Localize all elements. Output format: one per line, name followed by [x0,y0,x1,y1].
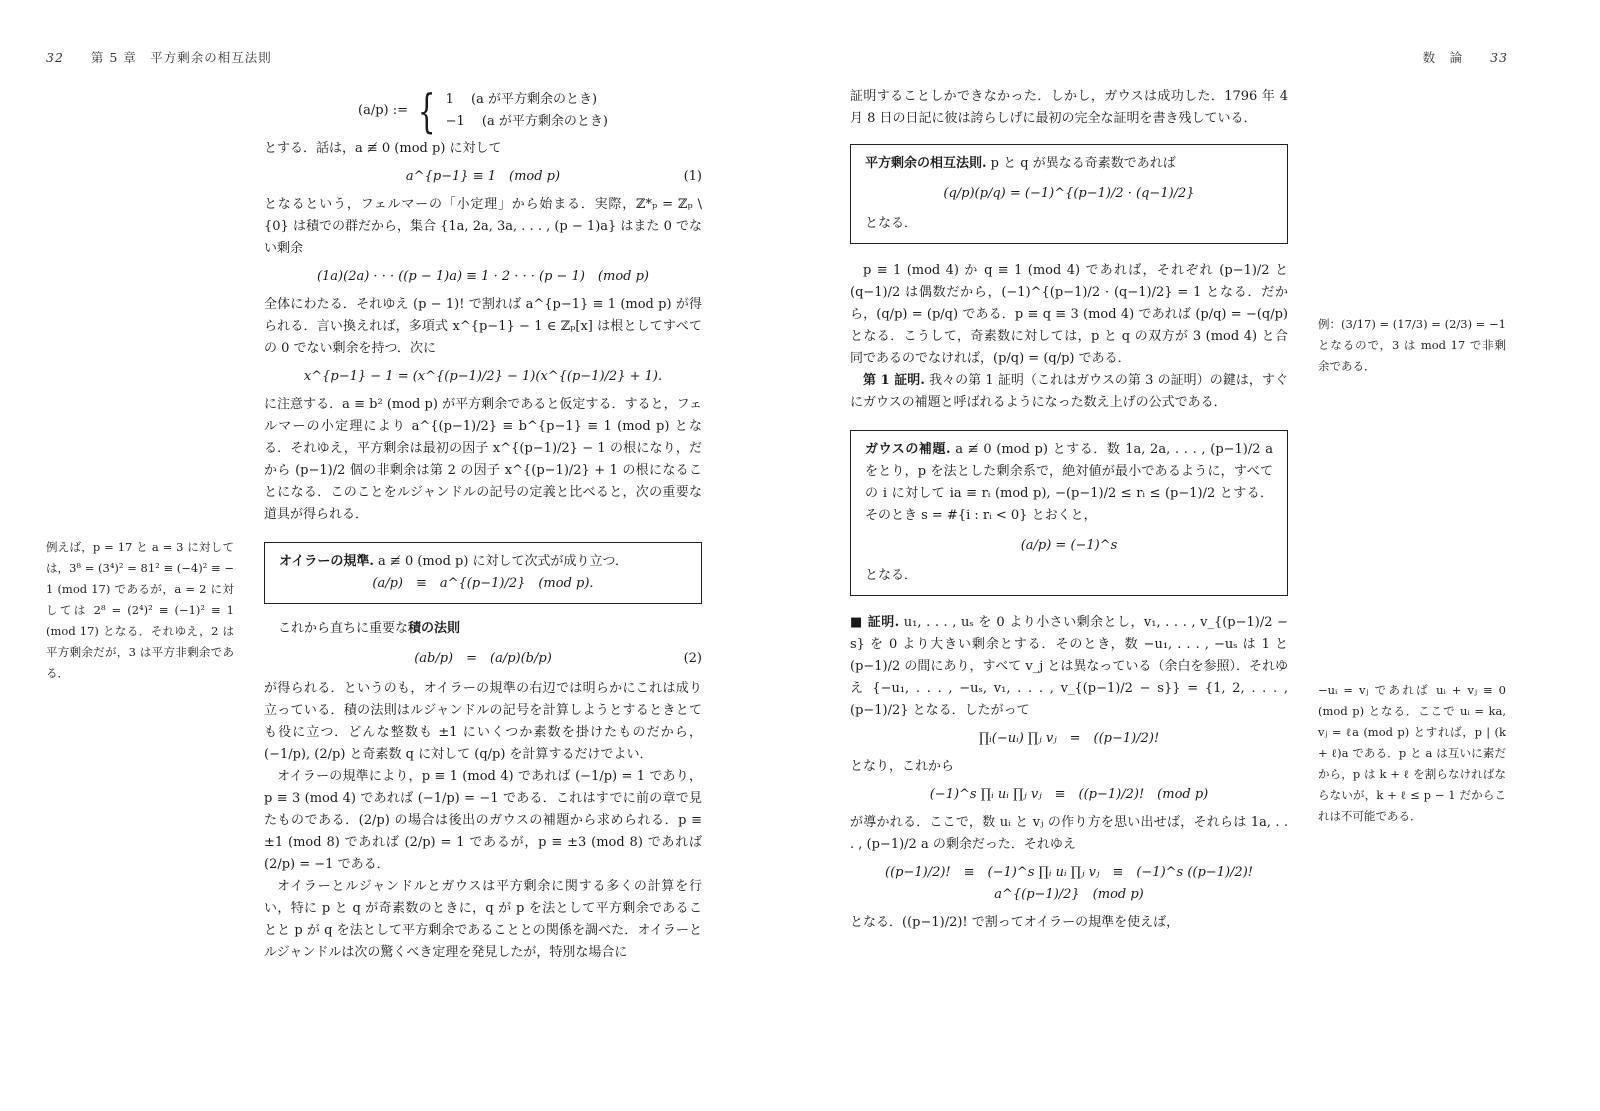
right-main-column [850,86,1288,934]
gauss-lemma-box [850,430,1288,596]
paragraph-intro: とする．話は，a ≢ 0 (mod p) に対して [264,141,502,156]
right-margin-note-2: −uᵢ = vⱼ であれば uᵢ + vⱼ ≡ 0 (mod p) となる．ここで uᵢ = ka, vⱼ = ℓa (mod p) とすれば，p | (k + ℓ)a である．p と a は互いに素だから，p は k + ℓ を割らなければならないが，k + ℓ ≤ p − 1 だからこれは不可能である． [1318,683,1506,823]
left-page-number: 32 [46,50,64,65]
euler-box-title: オイラーの規準. [279,554,374,569]
paragraph-euler-cases: オイラーの規準により，p ≡ 1 (mod 4) であれば (−1/p) = 1 であり，p ≡ 3 (mod 4) であれば (−1/p) = −1 である．これはすでに前の章で見たものである．(2/p) の場合は後出のガウスの補題から求められる．p ≡ ±1 (mod 8) であれば (2/p) = 1 であるが，p ≡ ±3 (mod 8) であれば (2/p) = −1 である． [264,769,702,872]
equation-2 [264,648,702,670]
paragraph-reciprocity-cases: p ≡ 1 (mod 4) か q ≡ 1 (mod 4) であれば，それぞれ (p−1)/2 と (q−1)/2 は偶数だから，(−1)^{(p−1)/2 · (q−1)/2} = 1 となる．だから，(q/p) = (p/q) である．p ≡ q ≡ 3 (mod 4) であれば (p/q) = −(q/p) となる．こうして，奇素数に対しては，p と q の双方が 3 (mod 4) と合同であるのでなければ，(p/q) = (q/p) である． [850,263,1288,366]
euler-box-equation: (a/p) ≡ a^{(p−1)/2} (mod p). [372,576,594,591]
reciprocity-box-end: となる． [865,216,918,231]
proof-text-1: u₁, . . . , uₛ を 0 より小さい剰余とし，v₁, . . . , v_{(p−1)/2 − s} を 0 より大きい剰余とする．そのとき，数 −u₁, . . . , −uₛ は 1 と (p−1)/2 の間にあり，すべて v_j とは異なっている（余白を参照）．それゆえ {−u₁, . . . , −uₛ, v₁, . . . , v_{(p−1)/2 − s}} = {1, 2, . . . , (p−1)/2} となる．したがって [850,615,1288,718]
reciprocity-box-equation: (q/p)(p/q) = (−1)^{(p−1)/2 · (q−1)/2} [943,186,1195,201]
legendre-case2-value: −1 [445,114,465,129]
paragraph-gauss-success: 証明することしかできなかった．しかし，ガウスは成功した．1796 年 4 月 8 日の日記に彼は誇らしげに最初の完全な証明を書き残している． [850,89,1288,126]
proof-equation-1 [850,728,1288,750]
gauss-box-title: ガウスの補題. [865,442,951,457]
euler-box-text: a ≢ 0 (mod p) に対して次式が成り立つ． [378,554,629,569]
paragraph-history: オイラーとルジャンドルとガウスは平方剰余に関する多くの計算を行い，特に p と q が奇素数のときに，q が p を法として平方剰余であることと p が q を法として平方剰余であることとの関係を調べた．オイラーとルジャンドルは次の驚くべき定理を発見したが，特別な場合に [264,879,702,960]
equation-factor [264,366,702,388]
reciprocity-box [850,144,1288,244]
reciprocity-box-title: 平方剰余の相互法則. [865,156,987,171]
product-rule-prefix: これから直ちに重要な [278,621,409,636]
legendre-definition [264,84,702,138]
paragraph-proof [850,612,1288,722]
legendre-case1-text: (a が平方剰余のとき) [471,92,598,107]
right-running-head: 数 論 [1422,50,1464,65]
gauss-box-equation: (a/p) = (−1)^s [1020,538,1118,553]
paragraph-fermat: となるという，フェルマーの「小定理」から始まる．実際，ℤ*ₚ = ℤₚ \ {0} は積での群だから，集合 {1a, 2a, 3a, . . . , (p − 1)a} はまた 0 でない剰余 [264,197,702,256]
equation-product [264,266,702,288]
left-main-column [264,84,702,964]
left-running-head: 第 5 章 平方剰余の相互法則 [90,50,272,65]
left-margin-note: 例えば，p = 17 と a = 3 に対しては，3⁸ = (3⁴)² = 81² ≡ (−4)² ≡ − 1 (mod 17) であるが，a = 2 に対しては 2⁸ = (2⁴)² ≡ (−1)² ≡ 1 (mod 17) となる．それゆえ，2 は平方剰余だが，3 は平方非剰余である． [46,540,234,680]
proof-text-3: が導かれる．ここで，数 uᵢ と vⱼ の作り方を思い出せば，それらは 1a, . . . , (p−1)/2 a の剰余だった．それゆえ [850,815,1288,852]
equation-2-body: (ab/p) = (a/p)(b/p) [414,651,552,666]
equation-1-number: (1) [683,169,702,184]
product-rule-bold: 積の法則 [408,621,461,636]
legendre-case1-value: 1 [445,92,454,107]
paragraph-first-proof [850,370,1288,414]
equation-2-number: (2) [683,651,702,666]
left-page-header [46,48,272,66]
legendre-case2-text: (a が平方剰余のとき) [481,114,608,129]
first-proof-text: 我々の第 1 証明（これはガウスの第 3 の証明）の鍵は，すぐにガウスの補題と呼ばれるようになった数え上げの公式である． [850,373,1289,410]
proof-text-2: となり，これから [850,759,955,774]
equation-1-body: a^{p−1} ≡ 1 (mod p) [405,169,561,184]
proof-equation-1-body: ∏ᵢ(−uᵢ) ∏ⱼ vⱼ = ((p−1)/2)! [978,731,1160,746]
paragraph-product-rule [264,618,702,640]
proof-equation-3 [850,862,1288,906]
proof-label: ■ 証明. [850,615,900,630]
euler-criterion-box [264,542,702,604]
equation-factor-body: x^{p−1} − 1 = (x^{(p−1)/2} − 1)(x^{(p−1)/2} + 1). [303,369,663,384]
first-proof-label: 第 1 証明. [863,373,925,388]
right-margin-note-1: 例：(3/17) = (17/3) = (2/3) = −1 となるので，3 は mod 17 で非剰余である． [1318,317,1506,373]
right-page-number: 33 [1490,50,1508,65]
proof-text-4: となる．((p−1)/2)! で割ってオイラーの規準を使えば， [850,915,1180,930]
legendre-cases [446,89,608,133]
proof-equation-3-body: ((p−1)/2)! ≡ (−1)^s ∏ᵢ uᵢ ∏ⱼ vⱼ ≡ (−1)^s ((p−1)/2)! a^{(p−1)/2} (mod p) [885,865,1253,902]
right-page-header [1423,48,1508,66]
paragraph-quadratic-residue: に注意する．a ≡ b² (mod p) が平方剰余であると仮定する．すると，フェルマーの小定理により a^{(p−1)/2} ≡ b^{p−1} ≡ 1 (mod p) となる．それゆえ，平方剰余は最初の因子 x^{(p−1)/2} − 1 の根になり，だから (p−1)/2 個の非剰余は第 2 の因子 x^{(p−1)/2} + 1 の根になることになる．このことをルジャンドルの記号の定義と比べると，次の重要な道具が得られる． [264,397,702,522]
gauss-box-end: となる． [865,568,918,583]
paragraph-polynomial: 全体にわたる．それゆえ (p − 1)! で割れば a^{p−1} ≡ 1 (mod p) が得られる．言い換えれば，多項式 x^{p−1} − 1 ∈ ℤₚ[x] は根としてすべての 0 でない剰余を持つ．次に [264,297,702,356]
gauss-box-text: a ≢ 0 (mod p) とする．数 1a, 2a, . . . , (p−1)/2 a をとり，p を法とした剰余系で，絶対値が最小であるように，すべての i に対して ia ≡ rᵢ (mod p), −(p−1)/2 ≤ rᵢ ≤ (p−1)/2 とする．そのとき s = #{i : rᵢ < 0} とおくと， [865,442,1273,523]
proof-equation-2-body: (−1)^s ∏ᵢ uᵢ ∏ⱼ vⱼ ≡ ((p−1)/2)! (mod p) [929,787,1209,802]
left-brace: { [418,84,436,138]
equation-product-body: (1a)(2a) · · · ((p − 1)a) ≡ 1 · 2 · · · (p − 1) (mod p) [316,269,650,284]
equation-1 [264,166,702,188]
reciprocity-box-text: p と q が異なる奇素数であれば [990,156,1176,171]
legendre-def-prefix: (a/p) := [358,103,409,118]
paragraph-product-rule-use: が得られる．というのも，オイラーの規準の右辺では明らかにこれは成り立っている．積の法則はルジャンドルの記号を計算しようとするときとても役に立つ．どんな整数も ±1 にいくつか素数を掛けたものだから，(−1/p), (2/p) と奇素数 q に対して (q/p) を計算するだけでよい． [264,681,702,762]
proof-equation-2 [850,784,1288,806]
